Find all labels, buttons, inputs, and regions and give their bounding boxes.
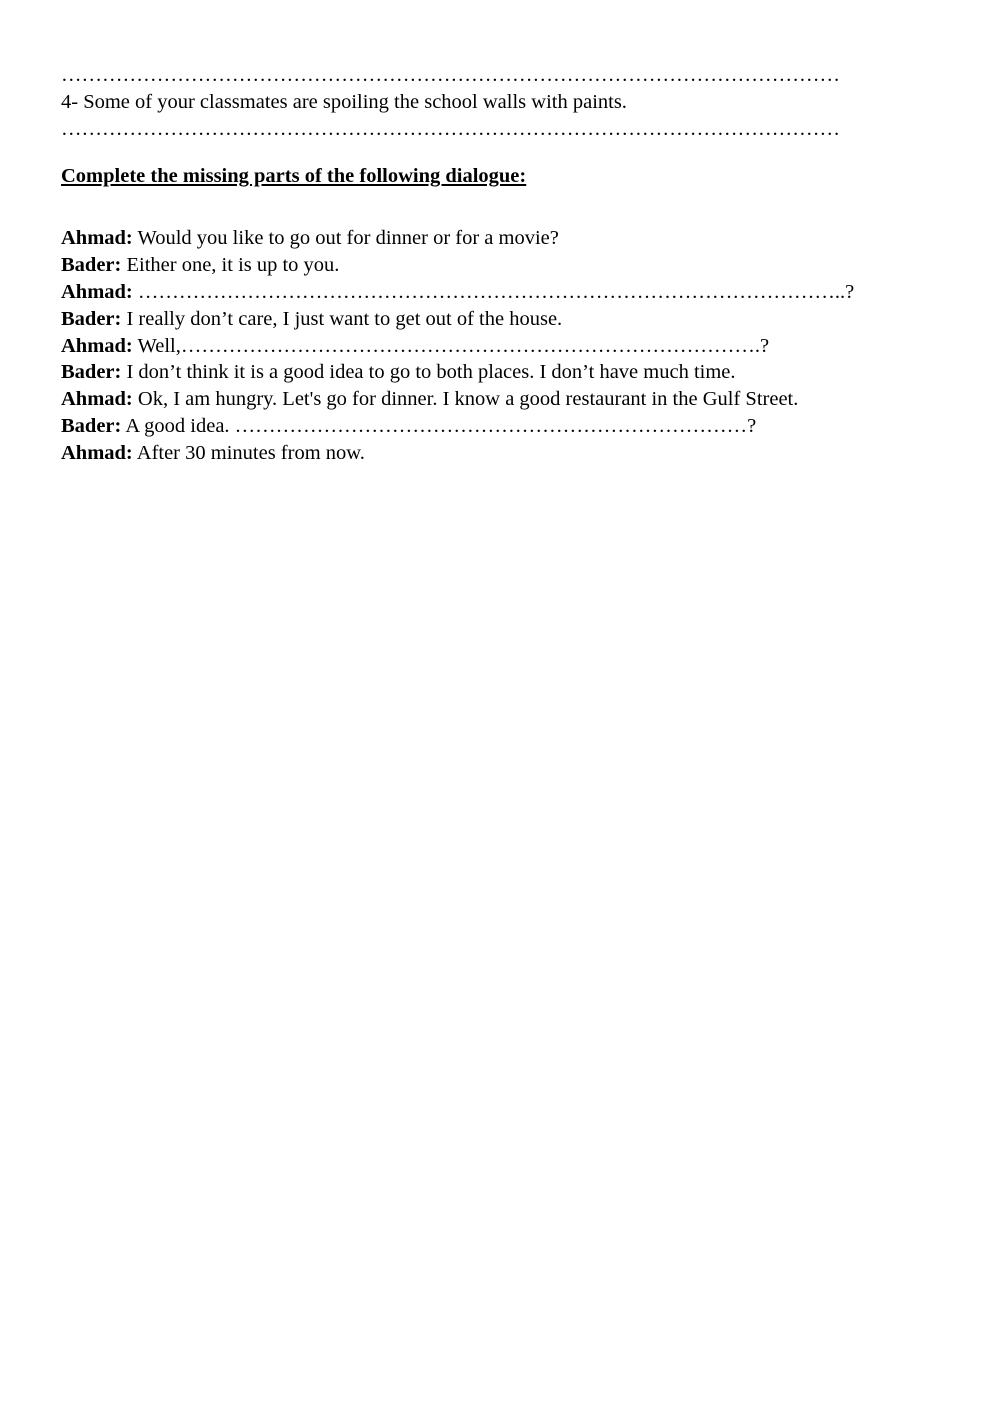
- dialogue-text: Well,………………………………………………………………………….?: [132, 334, 770, 357]
- dialogue-line: [61, 333, 931, 360]
- dialogue-text: Either one, it is up to you.: [121, 254, 340, 277]
- dialogue-line: [61, 440, 931, 467]
- dialogue-text: I don’t think it is a good idea to go to both places. I don’t have much time.: [121, 361, 736, 384]
- speaker-name: Ahmad:: [61, 388, 133, 411]
- speaker-name: Bader:: [61, 361, 122, 384]
- dialogue-text: …………………………………………………………………………………………..?: [132, 280, 855, 303]
- dialogue-text: I really don’t care, I just want to get out of the house.: [121, 307, 563, 330]
- dialogue-line: [61, 359, 931, 386]
- speaker-name: Bader:: [61, 414, 122, 437]
- dialogue-text: Would you like to go out for dinner or for a movie?: [132, 227, 559, 250]
- dialogue-line: [61, 279, 931, 306]
- dialogue-text: Ok, I am hungry. Let's go for dinner. I know a good restaurant in the Gulf Street.: [132, 388, 799, 411]
- dialogue-text: A good idea. …………………………………………………………………?: [121, 414, 757, 437]
- dialogue-line: [61, 225, 931, 252]
- speaker-name: Ahmad:: [61, 280, 133, 303]
- dialogue-text: After 30 minutes from now.: [132, 441, 365, 464]
- dialogue-line: [61, 386, 931, 413]
- dialogue-line: [61, 413, 931, 440]
- speaker-name: Ahmad:: [61, 334, 133, 357]
- speaker-name: Ahmad:: [61, 441, 133, 464]
- speaker-name: Bader:: [61, 307, 122, 330]
- speaker-name: Ahmad:: [61, 227, 133, 250]
- worksheet-page: [61, 62, 931, 467]
- speaker-name: Bader:: [61, 254, 122, 277]
- dialogue-line: [61, 306, 931, 333]
- question-4: 4- Some of your classmates are spoiling the school walls with paints.: [61, 90, 627, 113]
- answer-line: ……………………………………………………………………………………………………: [61, 117, 840, 140]
- answer-line: ……………………………………………………………………………………………………: [61, 64, 840, 86]
- dialogue: [61, 225, 931, 466]
- dialogue-heading: Complete the missing parts of the following dialogue:: [61, 165, 527, 188]
- dialogue-line: [61, 252, 931, 279]
